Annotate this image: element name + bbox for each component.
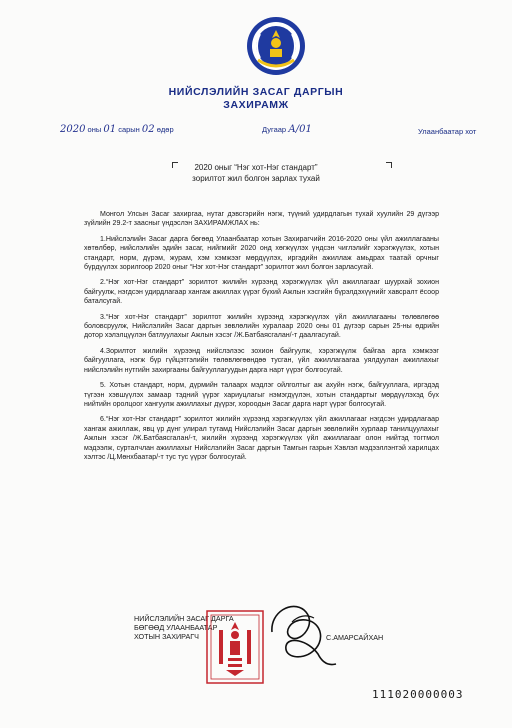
date-year-suffix: оны <box>87 125 102 134</box>
handwritten-signature <box>262 592 342 674</box>
date-field <box>60 124 174 135</box>
registration-number: 111020000003 <box>372 688 464 701</box>
document-body <box>84 210 439 468</box>
clause-1: 1.Нийслэлийн Засаг дарга бөгөөд Улаанбаатар хотын Захирагчийн 2016-2020 оны үйл ажиллагааны хөтөлбөр, нийслэлийн эдийн засаг, нийгмийг 2020 онд хөгжүүлэх үндсэн чиглэлийг хэрэгжүүлэх, хотын стандарт, норм, дүрэм, журам, хэм хэмжээг мөрдүүлэх, иргэдийн ажиллаж амьдрах таатай орчныг бүрдүүлэх зорилгоор 2020 оныг “Нэг хот-Нэг стандарт” зорилтот жил болгон зарласугай. <box>84 235 439 272</box>
date-month: 01 <box>103 124 117 135</box>
signatory-title-line2: БӨГӨӨД УЛААНБААТАР <box>134 623 218 633</box>
date-month-suffix: сарын <box>118 125 140 134</box>
title-line1: 2020 оныг “Нэг хот-Нэг стандарт” <box>194 163 318 172</box>
number-value: А/01 <box>288 124 312 135</box>
org-title-line2: ЗАХИРАМЖ <box>223 99 289 111</box>
signatory-name: С.АМАРСАЙХАН <box>326 633 384 642</box>
clause-6: 6.“Нэг хот-Нэг стандарт” зорилтот жилийн хүрээнд хэрэгжүүлэх үйл ажиллагааг нэгдсэн удирдлагаар хангаж ажиллаж, явц үр дүнг улирал тутамд Нийслэлийн Засаг даргын зөвлөлийн хурлаар танилцуулахыг Ажлын хэсэг /Ж.Батбаясгалан/-т, жилийн хүрээнд хэрэгжүүлэх үйл ажиллагааг олон нийтэд тогтмол мэдээлж, сурталчлан ажиллахыг Нийслэлийн Засаг даргын Тамгын газрын Хэвлэл мэдээллэнтэй харилцах хэлтэс /Ц.Мөнхбаатар/-т тус тус үүрэг болгосугай. <box>84 416 439 461</box>
date-year: 2020 <box>60 124 86 135</box>
date-day-suffix: өдөр <box>156 125 174 134</box>
clause-3: 3.“Нэг хот-Нэг стандарт” зорилтот жилийн хүрээнд хэрэгжүүлэх үйл ажиллагааны төлөвлөгөө боловсруулж, Нийслэлийн Засаг даргын зөвлөлийн хуралаар 2020 оны 01 дүгээр сарын 25-ны өдрийн дотор хэлэлцүүлэн батлуулахыг Ажлын хэсэг /Ж.Батбаясгалан/-т даалгасугай. <box>84 313 439 340</box>
number-label: Дугаар <box>262 125 287 134</box>
document-number <box>262 124 312 135</box>
date-day: 02 <box>141 124 155 135</box>
signatory-title-line1: НИЙСЛЭЛИЙН ЗАСАГ ДАРГА <box>134 614 234 623</box>
clause-5: 5. Хотын стандарт, норм, дүрмийн талаарх мэдлэг ойлголтыг аж ахуйн нэгж, байгууллага, иргэдэд түгээн хэвшүүлэх замаар тэдний үүрэг хариуцлагыг нэмэгдүүлэн, хотын стандартыг мөрдүүлэхэд бүх нийтийн оролцоог хангуулж ажиллахыг дүүрэг, хороодын Засаг дарга нарт үүрэг болгосугай. <box>84 382 439 408</box>
clause-2: 2.“Нэг хот-Нэг стандарт” зорилтот жилийн хүрээнд хэрэгжүүлэх үйл ажиллагааг шуурхай зохион байгуулж, нэгдсэн удирдлагаар хангаж ажиллах үүрэг бүхий Ажлын хэсгийн бүрэлдэхүүнийг хавсралт ёсоор баталсугай. <box>84 279 439 306</box>
org-title-line1: НИЙСЛЭЛИЙН ЗАСАГ ДАРГЫН <box>168 86 344 98</box>
title-line2: зорилтот жил болгон зарлах тухай <box>192 174 320 183</box>
city-label: Улаанбаатар хот <box>418 127 477 136</box>
clause-4: 4.Зорилтот жилийн хүрээнд нийслэлээс зохион байгуулж, хэрэгжүүлж байгаа арга хэмжээг байгууллага, нэгж бүр гүйцэтгэлийн төлөвлөгөөндөө тусган, үйл ажиллагаагаа уялдуулан ажиллахыг нийслэлийн нутгийн захиргааны байгууллагуудын дарга нарт үүрэг болгосугай. <box>84 347 439 374</box>
intro-paragraph: Монгол Улсын Засаг захиргаа, нутаг дэвсгэрийн нэгж, түүний удирдлагын тухай хуулийн 29 дүгээр зүйлийн 29.2-т заасныг үндэслэн ЗАХИРАМЖЛАХ нь: <box>84 211 439 228</box>
official-stamp-icon <box>206 610 264 684</box>
signatory-title-line3: ХОТЫН ЗАХИРАГЧ <box>134 632 199 642</box>
state-emblem-icon <box>246 14 306 78</box>
